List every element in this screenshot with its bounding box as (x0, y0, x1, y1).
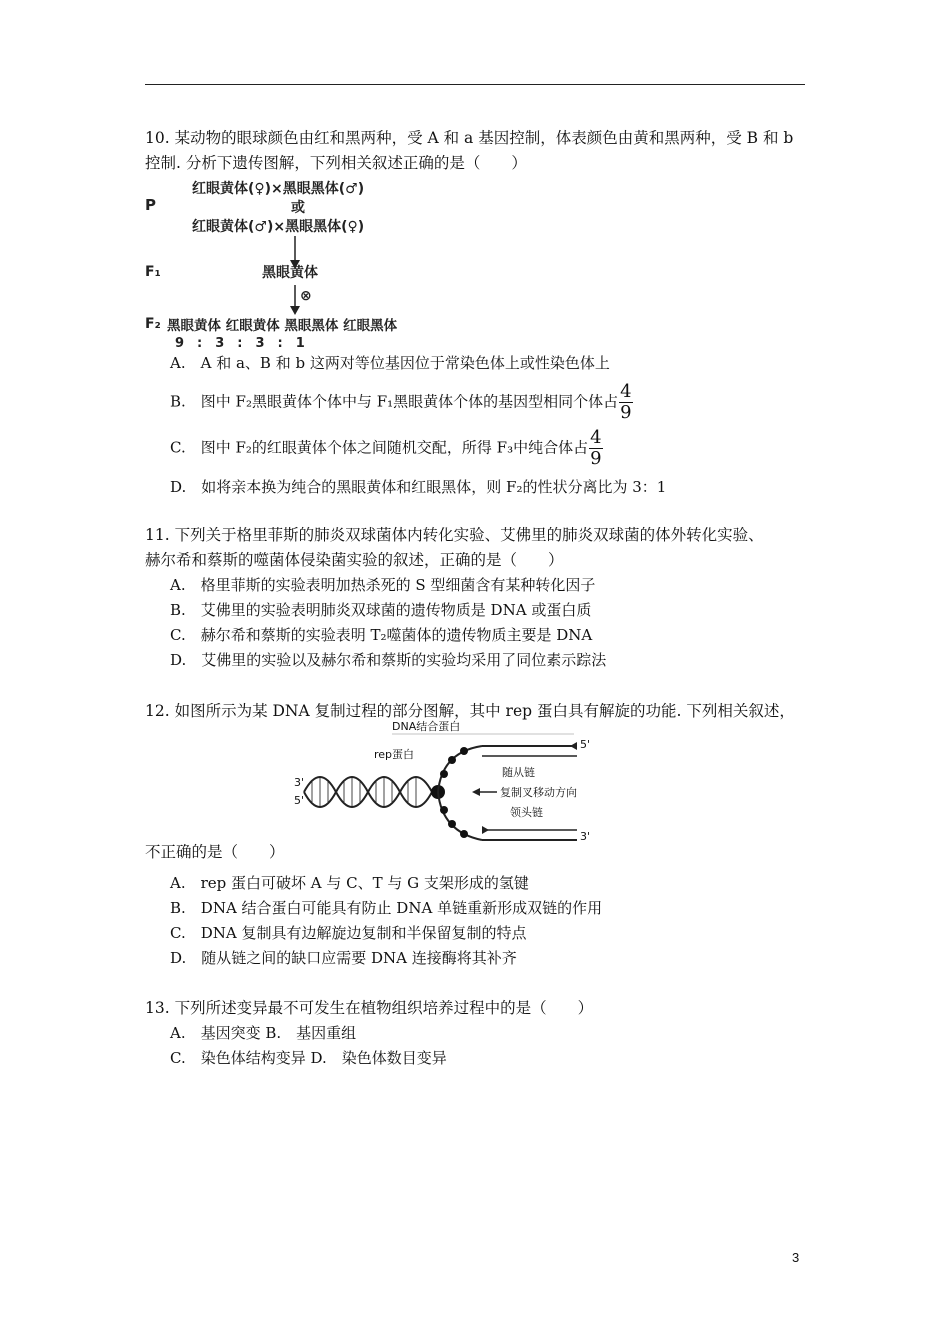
q12-option-d: D. 随从链之间的缺口应需要 DNA 连接酶将其补齐 (170, 949, 517, 967)
q11-option-b: B. 艾佛里的实验表明肺炎双球菌的遗传物质是 DNA 或蛋白质 (170, 601, 592, 619)
q12-stem-line1: 12. 如图所示为某 DNA 复制过程的部分图解，其中 rep 蛋白具有解旋的功能. 下列相关叙述， (145, 702, 795, 720)
selfing-symbol: ⊗ (300, 288, 312, 304)
cross-1: 红眼黄体(♀)×黑眼黑体(♂) (192, 181, 365, 197)
q10-stem-line2: 控制. 分析下遗传图解，下列相关叙述正确的是（ ） (145, 154, 527, 172)
fraction-numerator: 4 (620, 381, 632, 402)
q10-option-d: D. 如将亲本换为纯合的黑眼黄体和红眼黑体，则 F₂的性状分离比为 3：1 (170, 478, 667, 496)
q11-option-a: A. 格里菲斯的实验表明加热杀死的 S 型细菌含有某种转化因子 (170, 576, 596, 594)
q11-stem-line2: 赫尔希和蔡斯的噬菌体侵染菌实验的叙述，正确的是（ ） (145, 551, 564, 569)
q12-option-c: C. DNA 复制具有边解旋边复制和半保留复制的特点 (170, 924, 527, 942)
q10-option-c (170, 428, 603, 469)
dna-replication-diagram (292, 722, 602, 848)
left-five-prime: 5' (294, 794, 305, 807)
fraction-denominator: 9 (620, 402, 632, 423)
q13-stem: 13. 下列所述变异最不可发生在植物组织培养过程中的是（ ） (145, 999, 594, 1017)
q10-option-b (170, 382, 633, 423)
fraction (589, 428, 602, 469)
f2-label: F₂ (145, 316, 161, 332)
lagging-strand-label: 随从链 (502, 766, 535, 779)
page-number: 3 (792, 1250, 800, 1265)
q12-option-a: A. rep 蛋白可破坏 A 与 C、T 与 G 支架形成的氢键 (170, 874, 529, 892)
q11-option-c: C. 赫尔希和蔡斯的实验表明 T₂噬菌体的遗传物质主要是 DNA (170, 626, 593, 644)
f2-phenotypes: 黑眼黄体 红眼黄体 黑眼黑体 红眼黑体 (167, 318, 398, 334)
or-text: 或 (291, 200, 305, 216)
q10-genetic-diagram (145, 176, 465, 351)
q13-options-row1: A. 基因突变 B. 基因重组 (170, 1024, 357, 1042)
f2-ratio: 9 : 3 : 3 : 1 (175, 336, 305, 351)
fraction (619, 382, 632, 423)
left-three-prime: 3' (294, 776, 305, 789)
fraction-numerator: 4 (590, 427, 602, 448)
q11-option-d: D. 艾佛里的实验以及赫尔希和蔡斯的实验均采用了同位素示踪法 (170, 651, 607, 669)
q12-option-b: B. DNA 结合蛋白可能具有防止 DNA 单链重新形成双链的作用 (170, 899, 603, 917)
leading-strand-label: 领头链 (510, 806, 543, 819)
header-rule (145, 84, 805, 85)
fork-direction-label: 复制叉移动方向 (500, 786, 577, 799)
q10-option-a: A. A 和 a、B 和 b 这两对等位基因位于常染色体上或性染色体上 (170, 354, 610, 372)
q10-option-b-text: B. 图中 F₂黑眼黄体个体中与 F₁黑眼黄体个体的基因型相同个体占 (170, 392, 619, 411)
f1-phenotype: 黑眼黄体 (262, 265, 318, 281)
fraction-denominator: 9 (590, 448, 602, 469)
q10-option-c-text: C. 图中 F₂的红眼黄体个体之间随机交配，所得 F₃中纯合体占 (170, 438, 589, 457)
q11-stem-line1: 11. 下列关于格里菲斯的肺炎双球菌体内转化实验、艾佛里的肺炎双球菌的体外转化实验、 (145, 526, 764, 544)
cross-2: 红眼黄体(♂)×黑眼黑体(♀) (192, 219, 365, 235)
q10-stem-line1: 10. 某动物的眼球颜色由红和黑两种，受 A 和 a 基因控制，体表颜色由黄和黑两种，受 B 和 b (145, 129, 794, 147)
p-label: P (145, 196, 156, 214)
rep-protein-label: rep蛋白 (374, 748, 415, 761)
five-prime-top: 5' (580, 738, 591, 751)
three-prime-bottom: 3' (580, 830, 591, 843)
q12-stem-line2: 不正确的是（ ） (145, 843, 285, 861)
q13-options-row2: C. 染色体结构变异 D. 染色体数目变异 (170, 1049, 447, 1067)
f1-label: F₁ (145, 264, 161, 280)
dna-binding-protein-label: DNA结合蛋白 (392, 720, 461, 733)
